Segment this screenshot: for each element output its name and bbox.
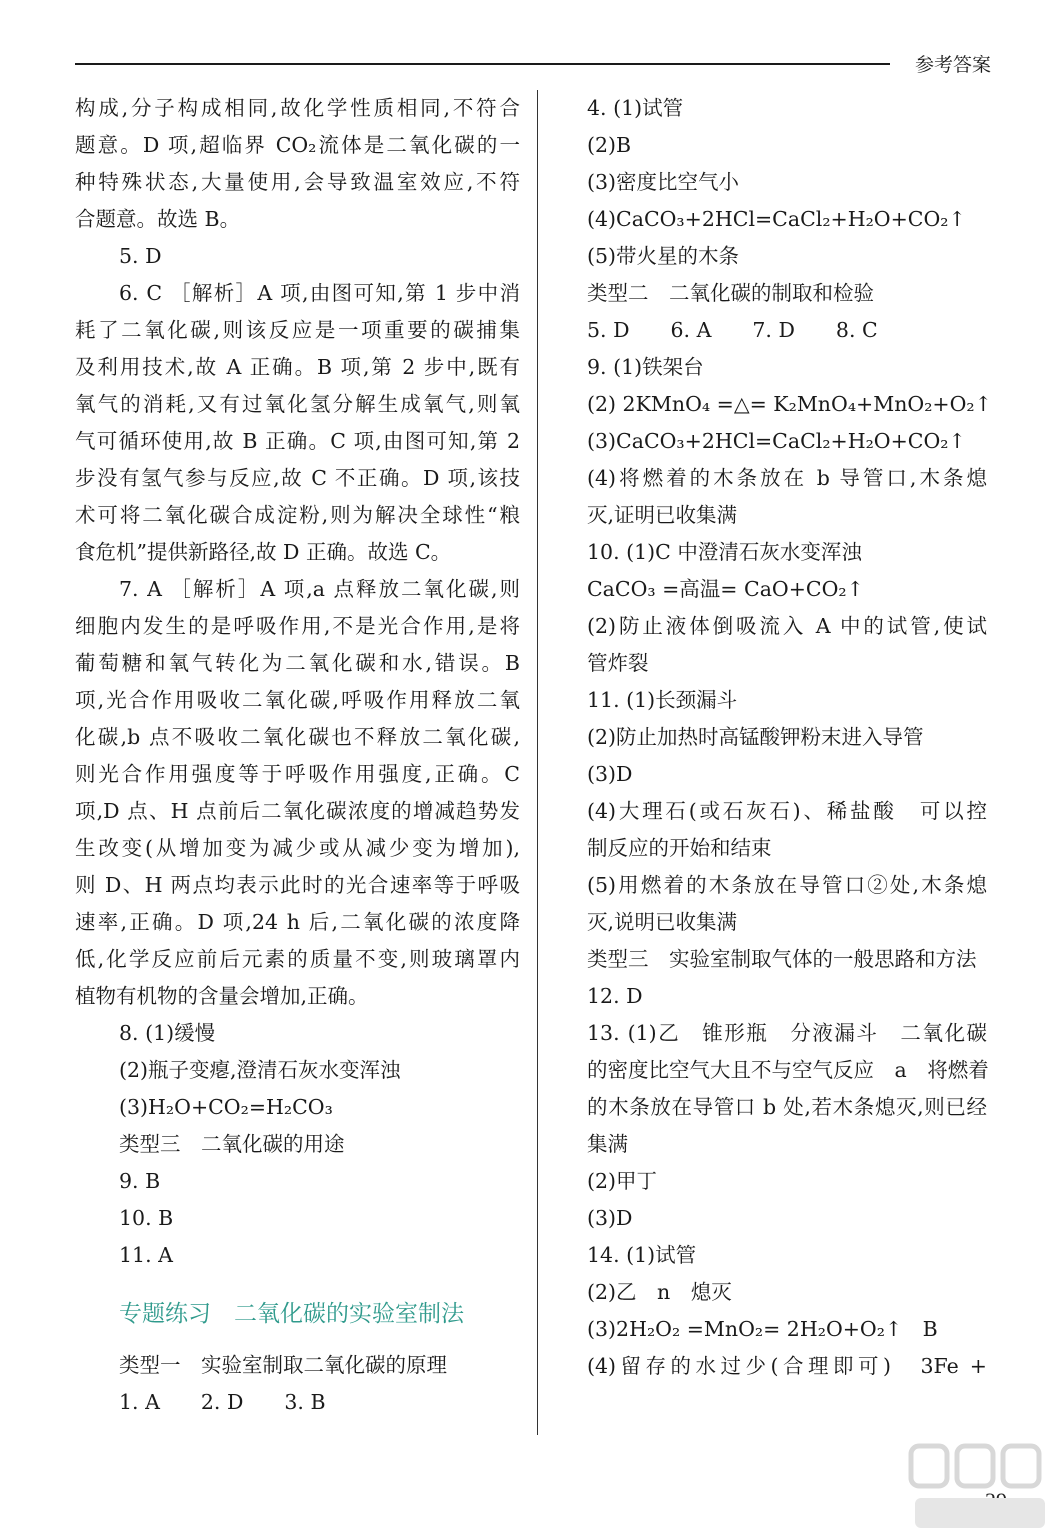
text-line: 种特殊状态,大量使用,会导致温室效应,不符 xyxy=(75,170,520,194)
text-line: 项,光合作用吸收二氧化碳,呼吸作用释放二氧 xyxy=(75,688,520,712)
right-column xyxy=(587,90,992,1385)
text-line: 管炸裂 xyxy=(587,651,649,675)
text-line: 的木条放在导管口 b 处,若木条熄灭,则已经 xyxy=(587,1095,987,1119)
text-line: 低,化学反应前后元素的质量不变,则玻璃罩内 xyxy=(75,947,520,971)
text-line: 11. A xyxy=(119,1243,173,1267)
section-title: 专题练习 二氧化碳的实验室制法 xyxy=(119,1301,464,1327)
text-line: 步没有氢气参与反应,故 C 不正确。D 项,该技 xyxy=(75,466,520,490)
text-line: (5)带火星的木条 xyxy=(587,244,740,268)
text-line: 7. A ［解析］A 项,a 点释放二氧化碳,则 xyxy=(119,577,520,601)
text-line: 题意。D 项,超临界 CO₂流体是二氧化碳的一 xyxy=(75,133,520,157)
text-line: (3)2H₂O₂ =MnO₂= 2H₂O+O₂↑ B xyxy=(587,1317,938,1341)
text-line: 10. B xyxy=(119,1206,174,1230)
text-line: 灭,说明已收集满 xyxy=(587,910,738,934)
text-line: 9. B xyxy=(119,1169,161,1193)
text-line: 及利用技术,故 A 正确。B 项,第 2 步中,既有 xyxy=(75,355,520,379)
text-line: 11. (1)长颈漏斗 xyxy=(587,688,738,712)
text-line: 则光合作用强度等于呼吸作用强度,正确。C xyxy=(75,762,520,786)
text-line: 9. (1)铁架台 xyxy=(587,355,704,379)
text-line: 食危机”提供新路径,故 D 正确。故选 C。 xyxy=(75,540,452,564)
text-line: (2)瓶子变瘪,澄清石灰水变浑浊 xyxy=(119,1058,401,1082)
text-line: 则 D、H 两点均表示此时的光合速率等于呼吸 xyxy=(75,873,520,897)
text-line: 8. (1)缓慢 xyxy=(119,1021,216,1045)
text-line: 类型一 实验室制取二氧化碳的原理 xyxy=(119,1353,447,1377)
text-line: 术可将二氧化碳合成淀粉,则为解决全球性“粮 xyxy=(75,503,520,527)
text-line: 14. (1)试管 xyxy=(587,1243,697,1267)
text-line: 12. D xyxy=(587,984,643,1008)
header-rule xyxy=(75,63,890,65)
text-line: (4)CaCO₃+2HCl=CaCl₂+H₂O+CO₂↑ xyxy=(587,207,966,231)
text-line: (3)CaCO₃+2HCl=CaCl₂+H₂O+CO₂↑ xyxy=(587,429,966,453)
text-line: 1. A 2. D 3. B xyxy=(119,1390,326,1414)
text-line: 植物有机物的含量会增加,正确。 xyxy=(75,984,369,1008)
text-line: (3)D xyxy=(587,1206,633,1230)
text-line: (4)大理石(或石灰石)、稀盐酸 可以控 xyxy=(587,799,987,823)
text-line: 项,D 点、H 点前后二氧化碳浓度的增减趋势发 xyxy=(75,799,520,823)
text-line: 气可循环使用,故 B 正确。C 项,由图可知,第 2 xyxy=(75,429,520,453)
text-line: 6. C ［解析］A 项,由图可知,第 1 步中消 xyxy=(119,281,520,305)
left-column xyxy=(75,90,520,1421)
text-line: (2)防止液体倒吸流入 A 中的试管,使试 xyxy=(587,614,987,638)
text-line: 10. (1)C 中澄清石灰水变浑浊 xyxy=(587,540,862,564)
text-line: 5. D xyxy=(119,244,162,268)
text-line: 葡萄糖和氧气转化为二氧化碳和水,错误。B xyxy=(75,651,520,675)
text-line: 5. D 6. A 7. D 8. C xyxy=(587,318,878,342)
text-line: (4)留存的水过少(合理即可) 3Fe + xyxy=(587,1354,987,1378)
header-title: 参考答案 xyxy=(915,54,992,76)
text-line: 氧气的消耗,又有过氧化氢分解生成氧气,则氧 xyxy=(75,392,520,416)
text-line: 类型三 实验室制取气体的一般思路和方法 xyxy=(587,947,977,971)
text-line: 集满 xyxy=(587,1132,628,1156)
text-line: (2)B xyxy=(587,133,632,157)
watermark-logo xyxy=(905,1440,1055,1536)
text-line: 合题意。故选 B。 xyxy=(75,207,241,231)
text-line: 13. (1)乙 锥形瓶 分液漏斗 二氧化碳 xyxy=(587,1021,987,1045)
text-line: 类型二 二氧化碳的制取和检验 xyxy=(587,281,874,305)
text-line: 的密度比空气大且不与空气反应 a 将燃着 xyxy=(587,1058,989,1082)
text-line: (3)H₂O+CO₂=H₂CO₃ xyxy=(119,1095,333,1119)
text-line: 4. (1)试管 xyxy=(587,96,684,120)
text-line: 细胞内发生的是呼吸作用,不是光合作用,是将 xyxy=(75,614,520,638)
text-line: 化碳,b 点不吸收二氧化碳也不释放二氧化碳, xyxy=(75,725,520,749)
text-line: CaCO₃ =高温= CaO+CO₂↑ xyxy=(587,577,864,601)
text-line: 类型三 二氧化碳的用途 xyxy=(119,1132,345,1156)
text-line: 耗了二氧化碳,则该反应是一项重要的碳捕集 xyxy=(75,318,520,342)
text-line: 生改变(从增加变为减少或从减少变为增加), xyxy=(75,836,520,860)
text-line: 速率,正确。D 项,24 h 后,二氧化碳的浓度降 xyxy=(75,910,520,934)
text-line: (4)将燃着的木条放在 b 导管口,木条熄 xyxy=(587,466,987,490)
text-line: (2)甲丁 xyxy=(587,1169,658,1193)
text-line: 灭,证明已收集满 xyxy=(587,503,738,527)
column-divider xyxy=(537,90,538,1435)
text-line: (2) 2KMnO₄ =△= K₂MnO₄+MnO₂+O₂↑ xyxy=(587,392,992,416)
text-line: (3)D xyxy=(587,762,633,786)
text-line: (2)防止加热时高锰酸钾粉末进入导管 xyxy=(587,725,924,749)
text-line: (3)密度比空气小 xyxy=(587,170,740,194)
text-line: (2)乙 n 熄灭 xyxy=(587,1280,732,1304)
text-line: 制反应的开始和结束 xyxy=(587,836,772,860)
text-line: (5)用燃着的木条放在导管口②处,木条熄 xyxy=(587,873,987,897)
text-line: 构成,分子构成相同,故化学性质相同,不符合 xyxy=(75,96,520,120)
